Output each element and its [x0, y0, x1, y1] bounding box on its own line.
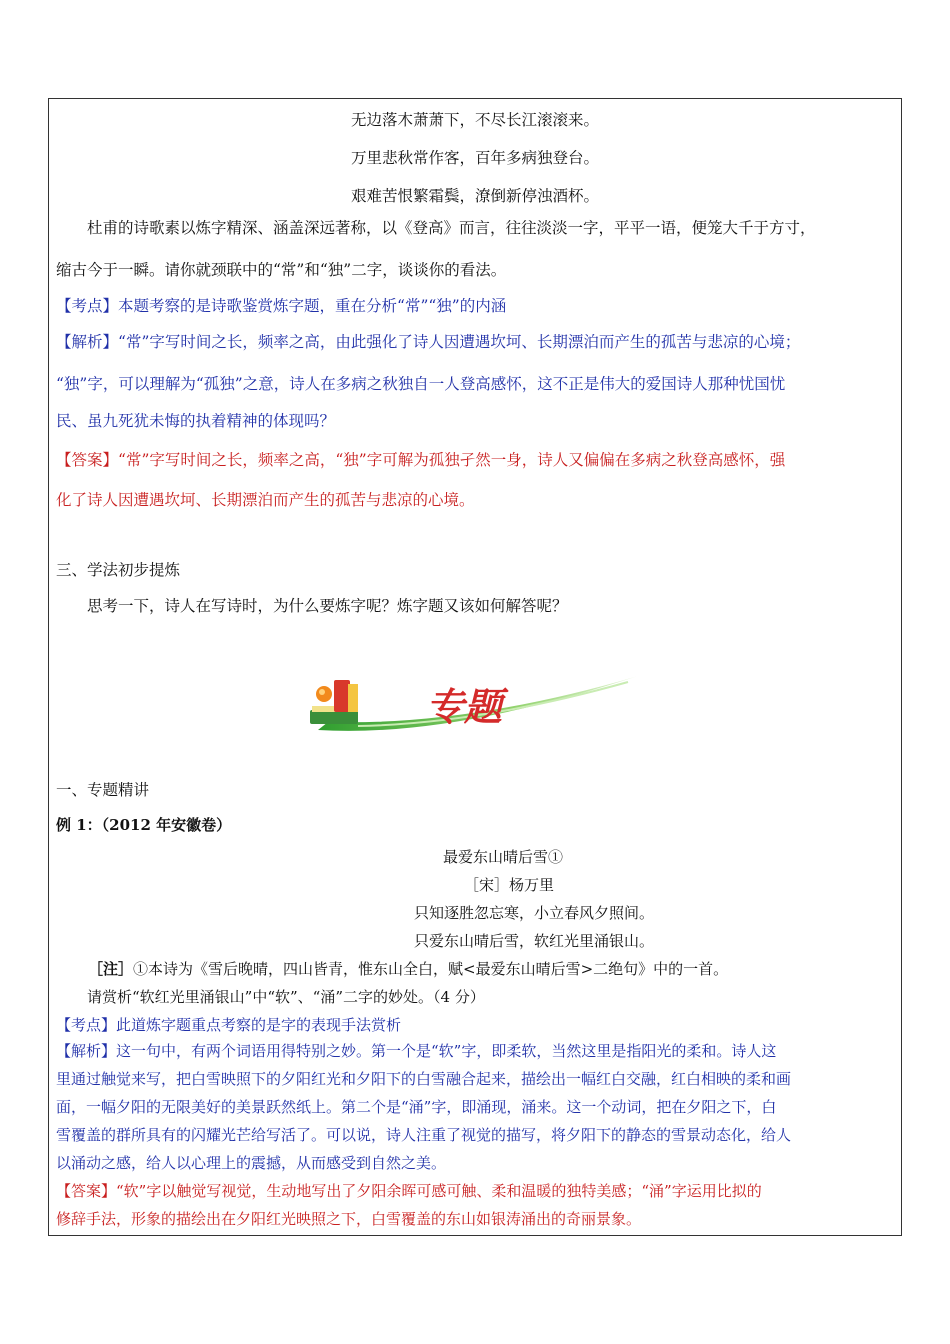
- jiexi2-line2: 里通过触觉来写，把白雪映照下的夕阳红光和夕阳下的白雪融合起来，描绘出一幅红白交融，红白相映的柔和画: [56, 1070, 792, 1088]
- kaodian2-text: 此道炼字题重点考察的是字的表现手法赏析: [116, 1016, 402, 1034]
- daan2-line2: 修辞手法，形象的描绘出在夕阳红光映照之下，白雪覆盖的东山如银涛涌出的奇丽景象。: [56, 1210, 642, 1228]
- jiexi1-line1: [56, 330, 894, 352]
- poem1-line3: 艰难苦恨繁霜鬓，潦倒新停浊酒杯。: [350, 187, 599, 205]
- jiexi1-line3: 民、虽九死犹未悔的执着精神的体现吗？: [56, 412, 336, 430]
- topic-banner: [298, 668, 648, 748]
- banner-title: 专题: [426, 685, 503, 729]
- jiexi2-l1: 这一句中，有两个词语用得特别之妙。第一个是“软”字，即柔软，当然这里是指阳光的柔和。诗人这: [116, 1042, 777, 1060]
- section1-title: 一、专题精讲: [56, 781, 150, 799]
- kaodian2-tag: 【考点】: [56, 1016, 117, 1034]
- example1-note-text: ①本诗为《雪后晚晴，四山皆青，惟东山全白，赋<最爱东山晴后雪>二绝句》中的一首。: [133, 960, 729, 978]
- kaodian2: [56, 1014, 894, 1035]
- daan1-tag: 【答案】: [56, 451, 119, 469]
- kaodian1-tag: 【考点】: [56, 297, 119, 315]
- daan1-l1: “常”字写时间之长，频率之高，“独”字可解为孤独孑然一身，诗人又偏偏在多病之秋登高感怀，强: [118, 451, 786, 469]
- example1-poem-title: 最爱东山晴后雪①: [443, 848, 564, 866]
- example1-question: 请赏析“软红光里涌银山”中“软”、“涌”二字的妙处。（4 分）: [87, 988, 485, 1006]
- question1-p2: 缩古今于一瞬。请你就颈联中的“常”和“独”二字，谈谈你的看法。: [56, 261, 507, 279]
- kaodian1: [56, 294, 894, 316]
- kaodian1-text: 本题考察的是诗歌鉴赏炼字题，重在分析“常”“独”的内涵: [118, 297, 507, 315]
- poem1-line2: 万里悲秋常作客，百年多病独登台。: [350, 149, 599, 167]
- daan1-line2: 化了诗人因遭遇坎坷、长期漂泊而产生的孤苦与悲凉的心境。: [56, 491, 475, 509]
- example1-author: ［宋］杨万里: [464, 876, 555, 894]
- daan2-line1: [56, 1180, 894, 1201]
- example1-note-tag: ［注］: [88, 960, 134, 978]
- daan2-tag: 【答案】: [56, 1182, 117, 1200]
- poem1-line1: 无边落木萧萧下，不尽长江滚滚来。: [350, 111, 599, 129]
- jiexi1-tag: 【解析】: [56, 333, 119, 351]
- jiexi2-line4: 雪覆盖的群所具有的闪耀光芒给写活了。可以说，诗人注重了视觉的描写，将夕阳下的静态的雪景动态化，给人: [56, 1126, 792, 1144]
- question1-p1: 杜甫的诗歌素以炼字精深、涵盖深远著称，以《登高》而言，往往淡淡一字，平平一语，便笼大千于方寸，: [87, 219, 816, 237]
- jiexi1-l1: “常”字写时间之长，频率之高，由此强化了诗人因遭遇坎坷、长期漂泊而产生的孤苦与悲凉的心境；: [118, 333, 801, 351]
- jiexi2-line5: 以涌动之感，给人以心理上的震撼，从而感受到自然之美。: [56, 1154, 447, 1172]
- jiexi1-line2: “独”字，可以理解为“孤独”之意，诗人在多病之秋独自一人登高感怀，这不正是伟大的爱国诗人那种忧国忧: [56, 375, 786, 393]
- jiexi2-tag: 【解析】: [56, 1042, 117, 1060]
- example1-note: [88, 958, 894, 979]
- daan1-line1: [56, 448, 894, 470]
- jiexi2-line1: [56, 1040, 894, 1061]
- example1-label: 例 1：（2012 年安徽卷）: [56, 816, 232, 834]
- jiexi2-line3: 面，一幅夕阳的无限美好的美景跃然纸上。第二个是“涌”字，即涌现，涌来。这一个动词，把在夕阳之下，白: [56, 1098, 777, 1116]
- section3-title: 三、学法初步提炼: [56, 561, 181, 579]
- section3-text: 思考一下，诗人在写诗时，为什么要炼字呢？炼字题又该如何解答呢？: [87, 597, 568, 615]
- example1-line2: 只爱东山晴后雪，软红光里涌银山。: [414, 932, 655, 950]
- example1-line1: 只知逐胜忽忘寒，小立春风夕照间。: [414, 904, 655, 922]
- daan2-l1: “软”字以触觉写视觉，生动地写出了夕阳余晖可感可触、柔和温暖的独特美感；“涌”字运用比拟的: [116, 1182, 762, 1200]
